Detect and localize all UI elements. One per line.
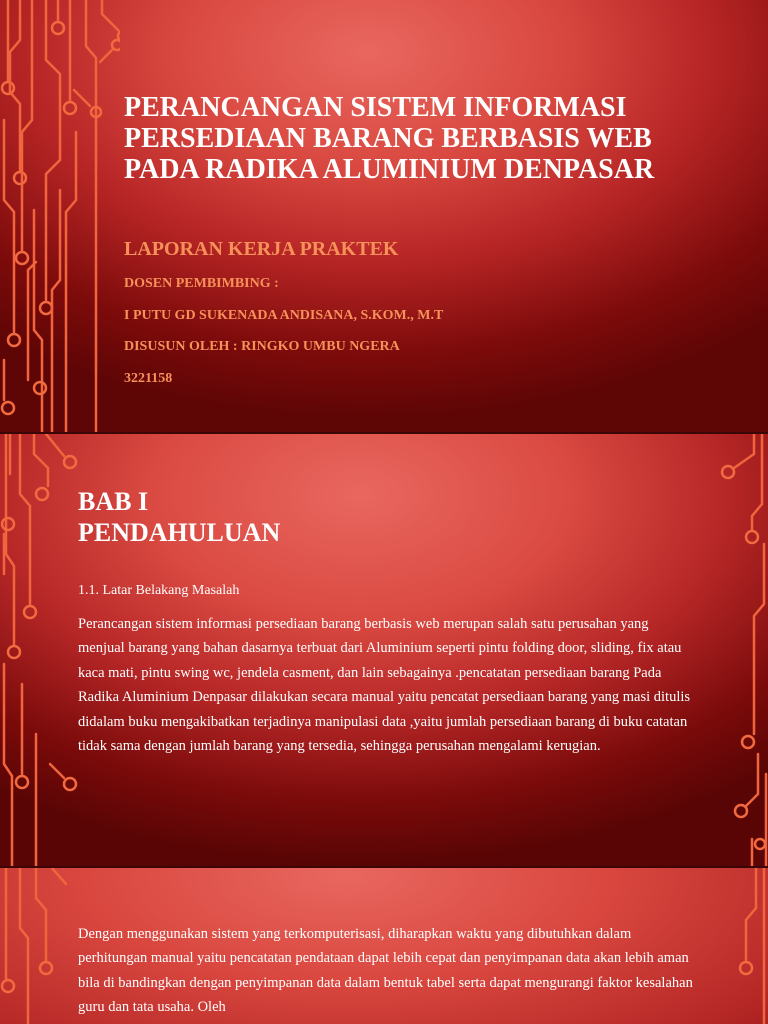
author-line: DISUSUN OLEH : RINGKO UMBU NGERA — [124, 339, 400, 354]
student-id: 3221158 — [124, 371, 173, 386]
supervisor-name: I PUTU GD SUKENADA ANDISANA, S.KOM., M.T — [124, 308, 444, 323]
chapter-heading — [78, 486, 280, 548]
circuit-decoration-right-icon — [708, 868, 768, 1024]
background-paragraph: Perancangan sistem informasi persediaan barang berbasis web merupan salah satu perusahan yang menjual barang yang bahan dasarnya terbuat dari Aluminium seperti pintu folding door, sliding, fix atau kaca mati, pintu swing wc, jendela casment, dan lain sebagainya .pencatatan persediaan barang Pada Radika Aluminium Denpasar dilakukan secara manual yaitu pencatat persediaan barang yang masi ditulis didalam buku mengakibatkan terjadinya manipulasi data ,yaitu jumlah persediaan barang di buku catatan tidak sama dengan jumlah barang yang tersedia, sehingga perusahan mengalami kerugian. — [78, 616, 691, 755]
title-slide — [0, 0, 768, 432]
chapter-title: PENDAHULUAN — [78, 518, 281, 547]
chapter-slide — [0, 434, 768, 866]
section-heading: 1.1. Latar Belakang Masalah — [78, 583, 240, 598]
circuit-decoration-left-icon — [0, 434, 80, 866]
circuit-decoration-right-icon — [708, 434, 768, 866]
circuit-decoration-icon — [0, 0, 120, 432]
slide-subtitle: LAPORAN KERJA PRAKTEK — [124, 238, 399, 260]
continuation-paragraph: Dengan menggunakan sistem yang terkomputerisasi, diharapkan waktu yang dibutuhkan dalam perhitungan manual yaitu pencatatan pendataan dapat lebih cepat dan penyimpanan data akan lebih aman bila di bandingkan dengan penyimpanan data dalam bentuk tabel serta dapat mengurangi faktor kesalahan guru dan tata usaha. Oleh — [78, 926, 693, 1016]
circuit-decoration-left-icon — [0, 868, 80, 1024]
slide-title: PERANCANGAN SISTEM INFORMASI PERSEDIAAN BARANG BERBASIS WEB PADA RADIKA ALUMINIUM DENPASAR — [124, 92, 655, 185]
chapter-number: BAB I — [78, 487, 149, 516]
continuation-slide — [0, 868, 768, 1024]
supervisor-label: DOSEN PEMBIMBING : — [124, 276, 279, 291]
